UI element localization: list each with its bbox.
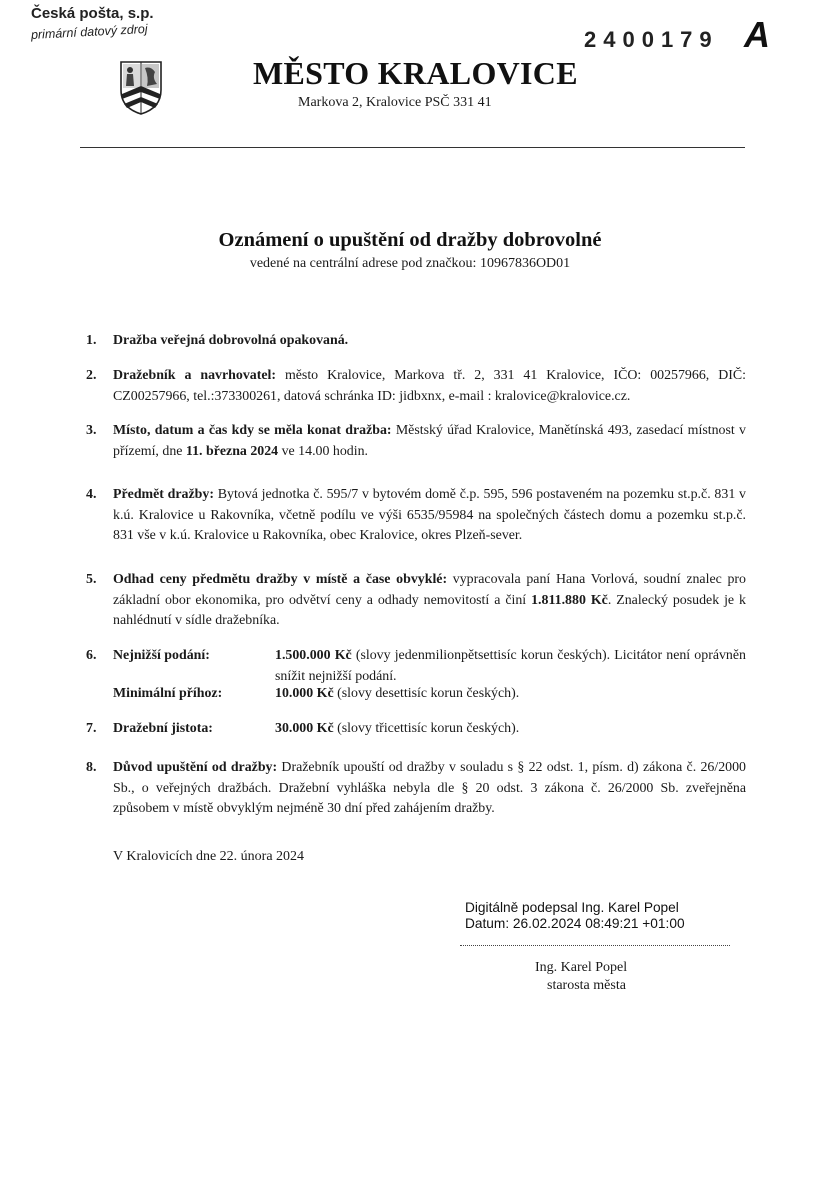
list-item-5	[86, 570, 746, 632]
item-text: Dražebník upouští od dražby v souladu s § 22 odst. 1, písm. d) zákona č. 26/2000 Sb., o veřejných dražbách.	[113, 760, 746, 796]
document-letter: A	[744, 14, 770, 55]
item-text: (slovy třicettisíc korun českých).	[333, 721, 520, 736]
list-item-3	[86, 421, 746, 462]
item-text: vypracovala paní Hana Vorlová, soudní znalec pro základní obor ekonomika, pro odvětví ceny a odhady nemovitostí a činí	[113, 572, 746, 608]
item-text: . Znalecký posudek je k nahlédnutí v sídle dražebníka.	[113, 592, 746, 628]
item-text: Dražební vyhláška nebyla dle § 20 odst. 3 zákona č. 26/2000 Sb. zveřejněna způsobem v místě obvyklým nejméně 30 dní před zahájením dražby.	[113, 780, 746, 816]
document-subtitle: vedené na centrální adrese pod značkou: 10967836OD01	[249, 256, 571, 271]
list-item-7	[86, 719, 746, 741]
item-number: 5.	[86, 572, 97, 587]
estimated-price: 1.811.880 Kč	[531, 592, 608, 608]
item-number: 3.	[86, 423, 97, 438]
town-title: MĚSTO KRALOVICE	[253, 55, 578, 91]
digital-signature	[465, 900, 685, 932]
document-title: Oznámení o upuštění od dražby dobrovolné	[218, 229, 602, 251]
digital-signature-line: Digitálně podepsal Ing. Karel Popel	[465, 900, 679, 915]
minimum-increment: 10.000 Kč	[275, 686, 334, 701]
item-label: Nejnižší podání:	[113, 648, 210, 663]
item-label: Odhad ceny předmětu dražby v místě a čase obvyklé:	[113, 572, 448, 587]
item-label: Předmět dražby:	[113, 487, 214, 502]
list-item-4	[86, 485, 746, 547]
item-text: město Kralovice, Markova tř. 2, 331 41 Kralovice, IČO: 00257966, DIČ: CZ00257966, tel.:373300261, datová schránka ID: jidbxnx, e-mail : kralovice@kralovice.cz.	[113, 368, 746, 404]
item-number: 2.	[86, 368, 97, 383]
item-label: Dražební jistota:	[113, 721, 213, 736]
item-label: Důvod upuštění od dražby:	[113, 760, 278, 775]
item-number: 7.	[86, 721, 97, 736]
signer-role: starosta města	[547, 978, 626, 993]
signer-name: Ing. Karel Popel	[535, 960, 628, 975]
place-and-date: V Kralovicích dne 22. února 2024	[113, 849, 305, 864]
post-stamp-title: Česká pošta, s.p.	[31, 5, 154, 22]
item-text: Bytová jednotka č. 595/7 v bytovém domě č.p. 595, 596 postaveném na pozemku st.p.č. 831 v k.ú. Kralovice u Rakovníka, včetně podílu ve výši 6535/95984 na společných částech domu a pozemku st.p.č. 831 vše v k.ú. Kralovice u Rakovníka, obec Kralovice, okres Plzeň-sever.	[113, 487, 746, 543]
document-number: 2400179	[584, 27, 719, 52]
list-item-2	[86, 366, 746, 407]
town-address: Markova 2, Kralovice PSČ 331 41	[298, 95, 492, 110]
item-label: Minimální příhoz:	[113, 686, 223, 701]
header-divider	[80, 147, 745, 148]
item-number: 6.	[86, 648, 97, 663]
item-heading: Dražba veřejná dobrovolná opakovaná.	[113, 333, 349, 348]
coat-of-arms-icon	[119, 60, 163, 116]
item-text: ve 14.00 hodin.	[278, 443, 369, 459]
list-item-1	[86, 331, 746, 352]
post-stamp-subtitle: primární datový zdroj	[30, 21, 148, 42]
list-item-6	[86, 646, 746, 706]
item-number: 8.	[86, 760, 97, 775]
signature-line	[460, 945, 730, 946]
digital-signature-date: Datum: 26.02.2024 08:49:21 +01:00	[465, 916, 685, 931]
item-label: Místo, datum a čas kdy se měla konat dražba:	[113, 423, 392, 438]
item-text: (slovy desettisíc korun českých).	[333, 686, 520, 701]
lowest-bid: 1.500.000 Kč	[275, 648, 352, 663]
list-item-8	[86, 758, 746, 820]
item-text: Městský úřad Kralovice, Manětínská 493, zasedací místnost v přízemí, dne	[113, 423, 746, 459]
auction-date: 11. března 2024	[185, 443, 279, 459]
item-number: 1.	[86, 333, 97, 348]
item-label: Dražebník a navrhovatel:	[113, 368, 276, 383]
auction-deposit: 30.000 Kč	[275, 721, 334, 736]
item-text: (slovy jedenmilionpětsettisíc korun českých). Licitátor není oprávněn snížit nejnižší podání.	[275, 648, 746, 684]
item-number: 4.	[86, 487, 97, 502]
